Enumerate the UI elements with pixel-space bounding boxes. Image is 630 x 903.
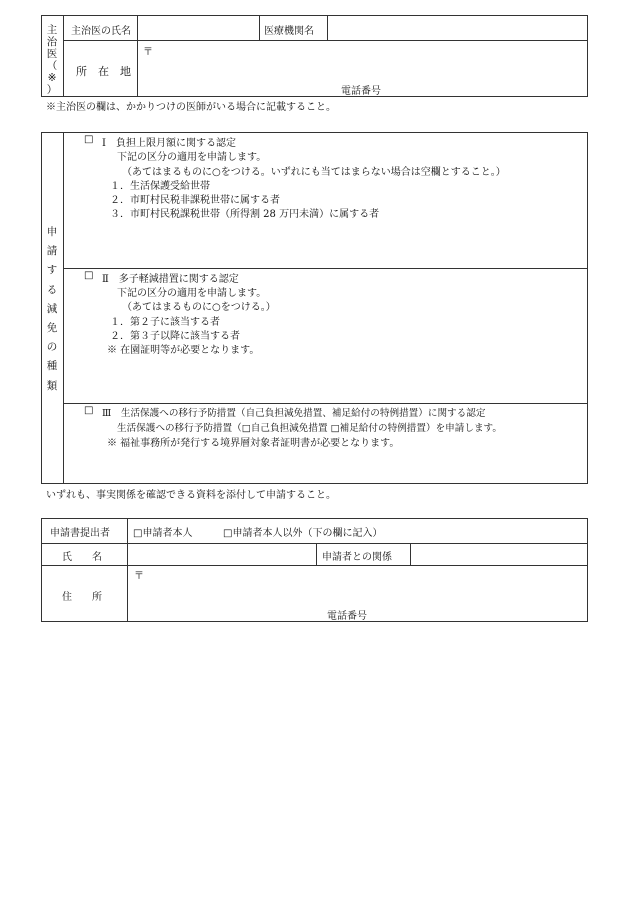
section3-title: Ⅲ 生活保護への移行予防措置（自己負担減免措置、補足給付の特例措置）に関する認定	[102, 408, 486, 419]
relation-field[interactable]	[411, 544, 587, 564]
section1-line: 下記の区分の適用を申請します。	[117, 152, 267, 163]
doctor-side-label: 主 治 医 （ ※ ）	[46, 24, 58, 97]
section1-title: Ⅰ 負担上限月額に関する認定	[102, 138, 236, 149]
reduction-divider	[63, 132, 64, 484]
reduction-divider	[63, 268, 588, 269]
section2-option-1: １．第２子に該当する者	[110, 317, 220, 328]
submitter-postal-mark: 〒	[134, 571, 144, 582]
doctor-name-field[interactable]	[138, 16, 258, 39]
submitter-name-field[interactable]	[128, 544, 315, 564]
section1-option-2: ２．市町村民税非課税世帯に属する者	[110, 195, 280, 206]
submitter-name-label: 氏 名	[62, 552, 102, 563]
submitter-option-other[interactable]: □申請者本人以外（下の欄に記入）	[223, 528, 383, 539]
submitter-label: 申請書提出者	[50, 528, 110, 539]
section3-checkbox[interactable]: □	[84, 405, 94, 416]
doctor-phone-label: 電話番号	[341, 86, 381, 97]
section2-option-2: ２．第３子以降に該当する者	[110, 331, 240, 342]
section2-line: （あてはまるものに○をつける。）	[122, 302, 276, 313]
section3-line: 生活保護への移行予防措置（□自己負担減免措置 □補足給付の特例措置）を申請します。	[117, 423, 502, 434]
section2-checkbox[interactable]: □	[84, 270, 94, 281]
reduction-divider	[63, 403, 588, 404]
doctor-address-label: 所 在 地	[76, 65, 131, 78]
section3-note: ※ 福祉事務所が発行する境界層対象者証明書が必要となります。	[107, 438, 400, 449]
submitter-option-self[interactable]: □申請者本人	[133, 528, 193, 539]
reduction-note: いずれも、事実関係を確認できる資料を添付して申請すること。	[46, 490, 336, 501]
section1-line: （あてはまるものに○をつける。いずれにも当てはまらない場合は空欄とすること。）	[122, 167, 506, 178]
submitter-divider	[316, 543, 317, 565]
section2-line: 下記の区分の適用を申請します。	[117, 288, 267, 299]
doctor-divider	[63, 15, 64, 97]
section1-checkbox[interactable]: □	[84, 134, 94, 145]
doctor-divider	[259, 15, 260, 40]
submitter-phone-label: 電話番号	[327, 611, 367, 622]
institution-label: 医療機関名	[264, 26, 314, 37]
section1-option-3: ３．市町村民税課税世帯（所得割 28 万円未満）に属する者	[110, 209, 380, 220]
submitter-address-label: 住 所	[62, 592, 102, 603]
section2-title: Ⅱ 多子軽減措置に関する認定	[102, 274, 239, 285]
doctor-postal-mark: 〒	[143, 47, 153, 58]
section1-option-1: １．生活保護受給世帯	[110, 181, 210, 192]
institution-field[interactable]	[328, 16, 587, 39]
doctor-note: ※主治医の欄は、かかりつけの医師がいる場合に記載すること。	[46, 102, 336, 113]
relation-label: 申請者との関係	[322, 552, 392, 563]
doctor-name-label: 主治医の氏名	[71, 26, 131, 37]
reduction-side-label: 申 請 す る 減 免 の 種 類	[46, 226, 58, 392]
section2-note: ※ 在園証明等が必要となります。	[107, 345, 260, 356]
